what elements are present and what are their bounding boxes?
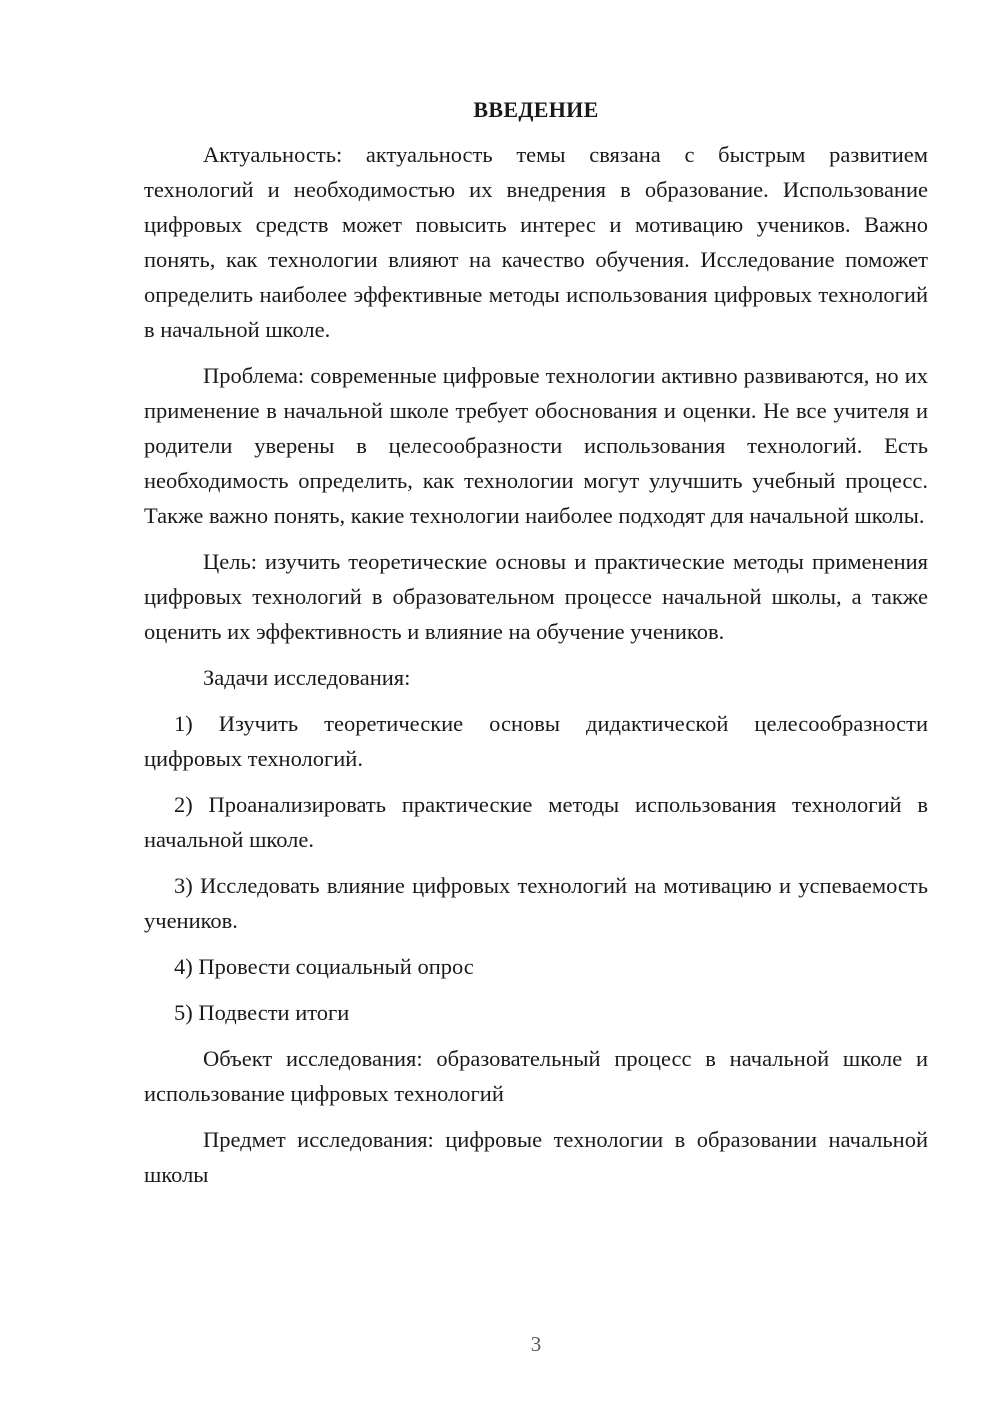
- list-item: 2) Проанализировать практические методы использования технологий в начальной школе.: [144, 792, 928, 852]
- paragraph-subject: Предмет исследования: цифровые технологии в образовании начальной школы: [144, 1127, 928, 1187]
- tasks-list: [144, 706, 928, 1030]
- paragraph-object: Объект исследования: образовательный процесс в начальной школе и использование цифровых технологий: [144, 1046, 928, 1106]
- page-title: ВВЕДЕНИЕ: [473, 97, 599, 122]
- list-item: 4) Провести социальный опрос: [174, 954, 474, 979]
- paragraph-goal: Цель: изучить теоретические основы и практические методы применения цифровых технологий в образовательном процессе начальной школы, а также оценить их эффективность и влияние на обучение учеников.: [144, 549, 928, 644]
- list-item: 3) Исследовать влияние цифровых технологий на мотивацию и успеваемость учеников.: [144, 873, 928, 933]
- list-item: 1) Изучить теоретические основы дидактической целесообразности цифровых технологий.: [144, 711, 928, 771]
- tasks-heading: Задачи исследования:: [203, 665, 411, 690]
- paragraph-problem: Проблема: современные цифровые технологии активно развиваются, но их применение в начальной школе требует обоснования и оценки. Не все учителя и родители уверены в целесообразности использования технологий. Есть необходимость определить, как технологии могут улучшить учебный процесс. Также важно понять, какие технологии наиболее подходят для начальной школы.: [144, 363, 928, 528]
- list-item: 5) Подвести итоги: [174, 1000, 350, 1025]
- page-content: [144, 92, 928, 1203]
- page-number: 3: [530, 1332, 542, 1356]
- paragraph-relevance: Актуальность: актуальность темы связана с быстрым развитием технологий и необходимостью их внедрения в образование. Использование цифровых средств может повысить интерес и мотивацию учеников. Важно понять, как технологии влияют на качество обучения. Исследование поможет определить наиболее эффективные методы использования цифровых технологий в начальной школе.: [144, 142, 928, 342]
